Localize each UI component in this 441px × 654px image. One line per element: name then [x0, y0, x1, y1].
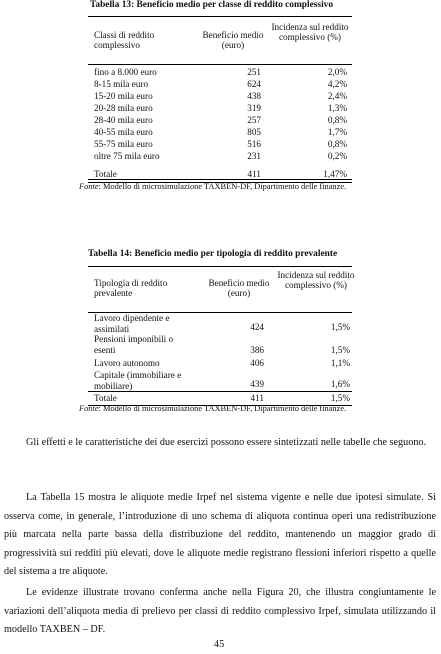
row-label: 55-75 mila euro [94, 139, 153, 149]
row-label: 8-15 mila euro [94, 79, 149, 89]
row-incidence: 1,3% [327, 103, 347, 113]
row-benefit: 624 [247, 79, 261, 89]
table13-header-class: Classi di reddito complessivo [94, 30, 155, 51]
table14-caption: Tabella 14: Beneficio medio per tipologia di reddito prevalente [88, 249, 338, 259]
row-label: Lavoro autonomo [94, 358, 160, 368]
row-label: Lavoro dipendente e assimilati [94, 313, 170, 334]
row-benefit: 438 [247, 91, 261, 101]
row-incidence: 0,8% [327, 115, 347, 125]
table14-total-rule [88, 391, 352, 392]
source-text: : Modello di microsimulazione TAXBEN-DF, Dipartimento delle finanze. [98, 182, 347, 191]
row-benefit: 805 [247, 127, 261, 137]
row-incidence: 1,5% [330, 345, 350, 355]
paragraph-1: Gli effetti e le caratteristiche dei due esercizi possono essere sintetizzati nelle tabelle che seguono. [26, 437, 427, 448]
row-incidence: 2,0% [327, 67, 347, 77]
row-benefit: 424 [250, 322, 264, 332]
row-benefit: 257 [247, 115, 261, 125]
row-label: fino a 8.000 euro [94, 67, 157, 77]
paragraph-2: La Tabella 15 mostra le aliquote medie Irpef nel sistema vigente e nelle due ipotesi simulate. Si osserva come, in generale, l’introduzione di uno schema di aliquota continua operi una redistribuzione più marcata nella parte bassa della distribuzione del reddito, mantenendo un maggior grado di progressività sui redditi più elevati, dove le aliquote medie registrano flessioni inferiori rispetto a quelle del sistema a tre aliquote. [4, 492, 436, 577]
table14-header-benefit: Beneficio medio (euro) [208, 278, 270, 299]
row-label: 28-40 mila euro [94, 115, 153, 125]
source-text: : Modello di microsimulazione TAXBEN-DF, Dipartimento delle finanze. [98, 404, 347, 413]
row-incidence: 1,7% [327, 127, 347, 137]
source-label: Fonte [79, 404, 99, 413]
row-label: 40-55 mila euro [94, 127, 153, 137]
table13-header-rule [88, 64, 352, 65]
row-label: 20-28 mila euro [94, 103, 153, 113]
row-label: Totale [94, 393, 117, 403]
table14-source [79, 404, 346, 413]
row-benefit: 231 [247, 151, 261, 161]
row-benefit: 411 [247, 169, 261, 179]
source-label: Fonte [79, 182, 99, 191]
row-incidence: 1,1% [330, 358, 350, 368]
row-incidence: 1,6% [330, 379, 350, 389]
table13-caption: Tabella 13: Beneficio medio per classe di reddito complessivo [90, 0, 334, 10]
row-label: Totale [94, 169, 117, 179]
table13-header-incidence: Incidenza sul reddito complessivo (%) [271, 22, 349, 43]
table13-header-benefit: Beneficio medio (euro) [202, 30, 264, 51]
row-benefit: 406 [250, 358, 264, 368]
row-label: oltre 75 mila euro [94, 151, 160, 161]
row-label: 15-20 mila euro [94, 91, 153, 101]
table14-top-rule [88, 266, 352, 267]
row-incidence: 0,2% [327, 151, 347, 161]
row-incidence: 0,8% [327, 139, 347, 149]
row-benefit: 386 [250, 345, 264, 355]
row-benefit: 516 [247, 139, 261, 149]
table13-source [79, 182, 346, 191]
row-benefit: 319 [247, 103, 261, 113]
table14-header-incidence: Incidenza sul reddito complessivo (%) [277, 270, 355, 291]
row-incidence: 2,4% [327, 91, 347, 101]
row-benefit: 251 [247, 67, 261, 77]
row-benefit: 411 [250, 393, 264, 403]
row-incidence: 1,47% [323, 169, 347, 179]
table13-top-rule [88, 16, 352, 17]
row-label: Capitale (immobiliare e mobiliare) [94, 370, 182, 391]
page-number: 45 [214, 639, 225, 650]
row-incidence: 1,5% [330, 322, 350, 332]
paragraph-3: Le evidenze illustrate trovano conferma anche nella Figura 20, che illustra congiuntamente le variazioni dell’aliquota media di prelievo per classi di reddito complessivo Irpef, simulata utilizzando il modello TAXBEN – DF. [4, 587, 436, 635]
row-incidence: 4,2% [327, 79, 347, 89]
row-label: Pensioni imponibili o esenti [94, 334, 174, 355]
table13-total-rule [88, 179, 352, 180]
table14-header-type: Tipologia di reddito prevalente [94, 278, 168, 299]
row-benefit: 439 [250, 379, 264, 389]
row-incidence: 1,5% [330, 393, 350, 403]
